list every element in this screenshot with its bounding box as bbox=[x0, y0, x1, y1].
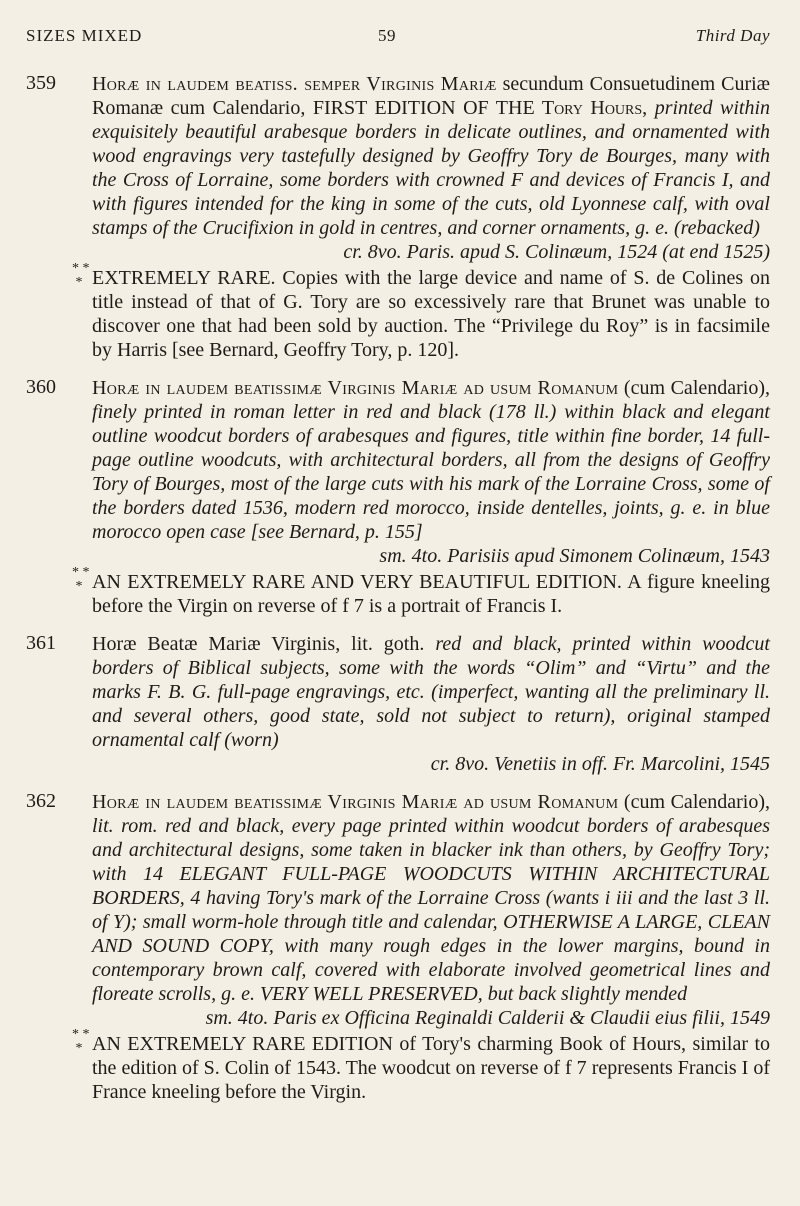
lot-number: 362 bbox=[26, 790, 56, 812]
lot-entry bbox=[26, 72, 770, 362]
lot-description bbox=[92, 790, 770, 1030]
lot-imprint: cr. 8vo. Venetiis in off. Fr. Marcolini, 1545 bbox=[430, 753, 770, 775]
lot-note bbox=[72, 1027, 770, 1104]
asterism-icon: * * * bbox=[72, 565, 90, 594]
lot-number: 359 bbox=[26, 72, 56, 94]
lot-desc: printed within exquisitely beautiful arabesque borders in delicate outlines, and ornamented with wood engravings very tastefully designed by Geoffry Tory de Bourges, many with the Cross of Lorraine, some borders with crowned F and devices of Francis I, and with figures intended for the king in some of the cuts, old Lyonnese calf, with oval stamps of the Crucifixion in gold in centres, and corner ornaments, g. e. (rebacked) bbox=[92, 97, 770, 239]
lot-desc: finely printed in roman letter in red and black (178 ll.) within black and elegant outline woodcut borders of arabesques and figures, title within fine border, 14 full-page outline woodcuts, with architectural borders, all from the designs of Geoffry Tory of Bourges, most of the large cuts with his mark of the Lorraine Cross, some of the borders dated 1536, modern red morocco, inside dentelles, joints, g. e. in blue morocco open case [see Bernard, p. 155] bbox=[92, 401, 770, 543]
lot-imprint: sm. 4to. Parisiis apud Simonem Colinæum, 1543 bbox=[379, 545, 770, 567]
lot-text: secundum Consuetudinem Curiæ Romanæ cum Calendario, bbox=[92, 73, 770, 119]
lot-highlight: FIRST EDITION OF THE Tory Hours, bbox=[312, 97, 648, 119]
lot-title: Horæ in laudem beatiss. semper Virginis Mariæ bbox=[92, 73, 497, 95]
lot-entry bbox=[26, 376, 770, 618]
lot-text: (cum Calendario), bbox=[618, 791, 771, 813]
lot-entry bbox=[26, 790, 770, 1104]
lot-title: Horæ in laudem beatissimæ Virginis Mariæ ad usum Romanum bbox=[92, 791, 619, 813]
lot-desc: red and black, printed within woodcut borders of Biblical subjects, some with the words “Olim” and “Virtu” and the marks F. B. G. full-page engravings, etc. (imperfect, wanting all the preliminary ll. and several others, good state, sold not subject to return), original stamped ornamental calf (worn) bbox=[92, 633, 770, 751]
lot-imprint: cr. 8vo. Paris. apud S. Colinæum, 1524 (at end 1525) bbox=[343, 241, 770, 263]
lot-imprint: sm. 4to. Paris ex Officina Reginaldi Calderii & Claudii eius filii, 1549 bbox=[205, 1007, 770, 1029]
lot-description bbox=[92, 376, 770, 568]
asterism-icon: * * * bbox=[72, 1027, 90, 1056]
lot-number: 361 bbox=[26, 632, 56, 654]
running-header bbox=[26, 26, 770, 52]
lot-title: Horæ in laudem beatissimæ Virginis Mariæ ad usum Romanum bbox=[92, 377, 619, 399]
lot-note bbox=[72, 261, 770, 362]
asterism-icon: * * * bbox=[72, 261, 90, 290]
page-number: 59 bbox=[378, 26, 396, 45]
lot-note-text: AN EXTREMELY RARE EDITION of Tory's charming Book of Hours, similar to the edition of S. Colin of 1543. The woodcut on reverse of f 7 represents Francis I of France kneeling before the Virgin. bbox=[92, 1033, 770, 1103]
lot-description bbox=[92, 632, 770, 776]
lot-text: (cum Calendario), bbox=[618, 377, 771, 399]
lot-desc: lit. rom. red and black, every page printed within woodcut borders of arabesques and architectural designs, some taken in blacker ink than others, by Geoffry Tory; with 14 ELEGANT FULL-PAGE WOODCUTS WITHIN ARCHITECTURAL BORDERS, 4 having Tory's mark of the Lorraine Cross (wants i iii and the last 3 ll. of Y); small worm-hole through title and calendar, OTHERWISE A LARGE, CLEAN AND SOUND COPY, with many rough edges in the lower margins, bound in contemporary brown calf, covered with elaborate involved geometrical lines and floreate scrolls, g. e. VERY WELL PRESERVED, but back slightly mended bbox=[92, 815, 770, 1005]
lot-description bbox=[92, 72, 770, 264]
lot-text: Horæ Beatæ Mariæ Virginis, lit. goth. bbox=[92, 633, 436, 655]
lot-number: 360 bbox=[26, 376, 56, 398]
lot-note-text: AN EXTREMELY RARE AND VERY BEAUTIFUL EDITION. A figure kneeling before the Virgin on reverse of f 7 is a portrait of Francis I. bbox=[92, 571, 770, 617]
lot-note bbox=[72, 565, 770, 618]
header-day: Third Day bbox=[695, 26, 770, 45]
header-section: SIZES MIXED bbox=[26, 26, 143, 45]
lot-entry bbox=[26, 632, 770, 776]
lot-note-text: EXTREMELY RARE. Copies with the large device and name of S. de Colines on title instead of that of G. Tory are so excessively rare that Brunet was unable to discover one that had been sold by auction. The “Privilege du Roy” is in facsimile by Harris [see Bernard, Geoffry Tory, p. 120]. bbox=[92, 267, 770, 361]
